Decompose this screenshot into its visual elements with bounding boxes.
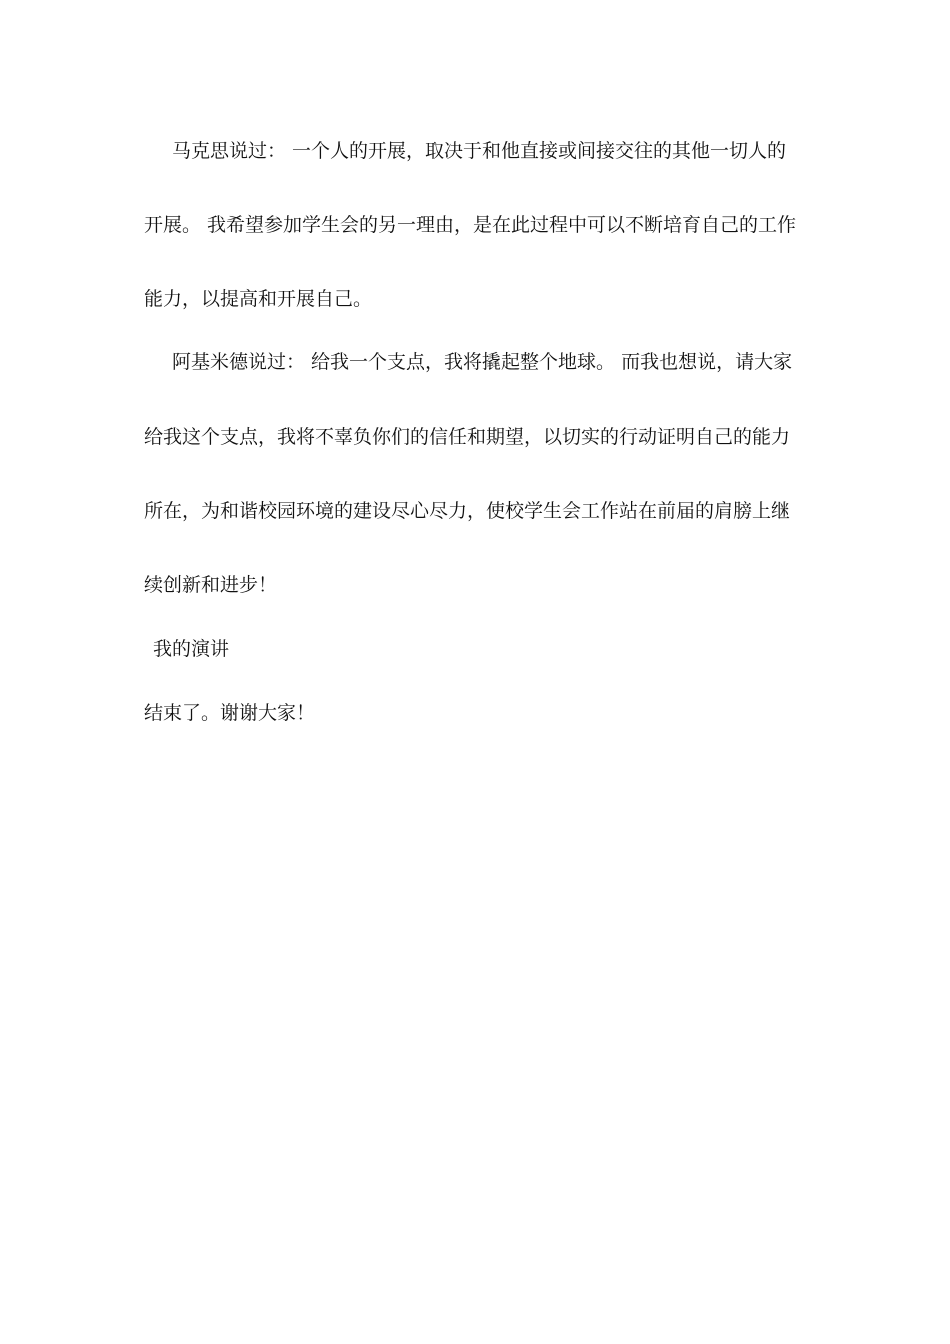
paragraph-2-line-1: 阿基米德说过： 给我一个支点，我将撬起整个地球。 而我也想说，请大家	[172, 351, 793, 373]
paragraph-2-line-4: 续创新和进步！	[144, 574, 278, 596]
paragraph-1-line-2: 开展。 我希望参加学生会的另一理由，是在此过程中可以不断培育自己的工作	[144, 214, 797, 236]
paragraph-2-line-3: 所在，为和谐校园环境的建设尽心尽力，使校学生会工作站在前届的肩膀上继	[144, 500, 791, 522]
paragraph-2-line-2: 给我这个支点，我将不辜负你们的信任和期望，以切实的行动证明自己的能力	[144, 426, 791, 448]
paragraph-3-line-1: 我的演讲	[153, 638, 230, 660]
paragraph-4-line-1: 结束了。谢谢大家！	[144, 702, 316, 724]
paragraph-1-line-1: 马克思说过： 一个人的开展，取决于和他直接或间接交往的其他一切人的	[172, 140, 787, 162]
paragraph-1-line-3: 能力，以提高和开展自己。	[144, 288, 373, 310]
